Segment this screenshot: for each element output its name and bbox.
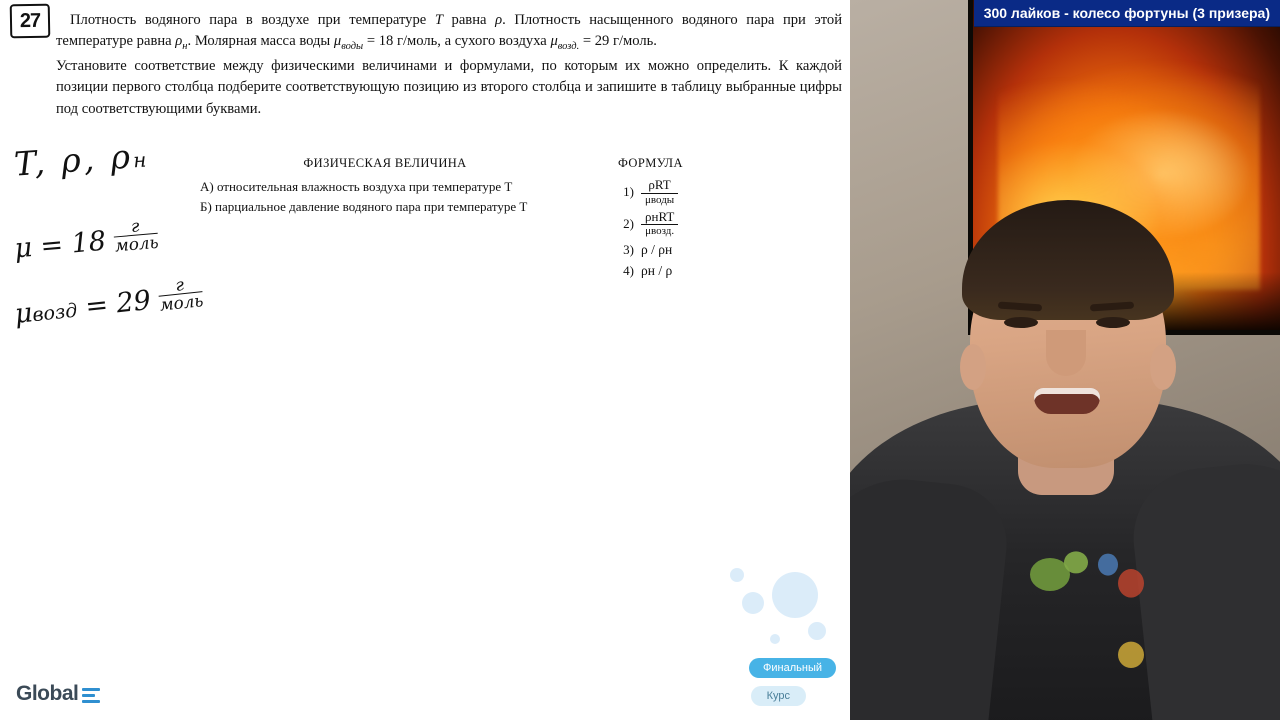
formula-text-3: ρ / ρн [641, 242, 673, 258]
presenter-figure [850, 160, 1280, 720]
formula-fraction-1 [641, 178, 678, 206]
formulas-column [612, 156, 772, 284]
bubble-icon [772, 572, 818, 618]
formula-fraction-2 [641, 210, 678, 238]
bubble-icon [730, 568, 744, 582]
bubble-icon [742, 592, 764, 614]
formula-denominator-2: μвозд. [641, 224, 678, 237]
print-blob-icon [1098, 554, 1118, 576]
presenter-mouth [1034, 388, 1100, 414]
task-number-badge: 27 [10, 4, 51, 39]
print-blob-icon [1064, 551, 1088, 573]
presenter-ear-left [960, 344, 986, 390]
formula-row-1 [612, 178, 772, 206]
statement-paragraph-2: Установите соответствие между физическими величинами и формулами, по которым их можно определить. К каждой позиции первого столбца подберите соответствующую позицию из второго столбца и запишите в таблицу выбранные цифры под соответствующими буквами. [56, 57, 842, 117]
bubble-icon [770, 634, 780, 644]
problem-statement [56, 10, 842, 121]
quantities-column-header: ФИЗИЧЕСКАЯ ВЕЛИЧИНА [303, 156, 467, 170]
presenter-webcam [850, 0, 1280, 720]
formula-index-4: 4) [623, 263, 634, 279]
print-blob-icon [1118, 642, 1144, 668]
global-logo [16, 682, 100, 706]
quantities-column [200, 156, 570, 217]
t-shirt-print [968, 551, 1178, 696]
statement-paragraph-1: Плотность водяного пара в воздухе при температуре T равна ρ. Плотность насыщенного водяного пара при этой температуре равна $\rho_н$. Молярная масса воды $\mu_{воды} = 18$ г/моль, а сухого воздуха $\mu_{возд.} = 29$ г/моль. [56, 12, 843, 53]
handwriting-molar-mass-water: μ = 18 $\frac{г}{\text{моль}}$ [13, 215, 160, 265]
bubble-icon [808, 622, 826, 640]
formula-index-3: 3) [623, 242, 634, 258]
formula-row-2 [612, 210, 772, 238]
watermark-pill-course: Курс [751, 686, 806, 706]
presenter-hair [962, 200, 1174, 320]
formula-numerator-2: ρнRT [645, 208, 675, 224]
presenter-eye-left [1004, 317, 1038, 328]
presenter-nose [1046, 330, 1086, 376]
handwriting-variables: T, ρ, ρн [12, 136, 151, 184]
logo-text: Global [16, 682, 79, 705]
presenter-ear-right [1150, 344, 1176, 390]
formula-index-2: 2) [623, 215, 634, 231]
formula-index-1: 1) [623, 183, 634, 199]
formula-denominator-1: μводы [641, 193, 678, 206]
presenter-eye-right [1096, 317, 1130, 328]
logo-bars-icon [82, 688, 100, 704]
watermark-pill-final: Финальный [749, 658, 836, 678]
formula-row-3 [612, 242, 772, 259]
formula-row-4 [612, 263, 772, 280]
handwriting-molar-mass-air: μвозд = 29 $\frac{г}{\text{моль}}$ [13, 274, 205, 331]
quantity-item-a: А) относительная влажность воздуха при температуре T [200, 179, 513, 194]
print-blob-icon [1118, 569, 1144, 598]
formula-numerator-1: ρRT [648, 177, 671, 192]
promo-banner: 300 лайков - колесо фортуны (3 призера) [974, 0, 1280, 27]
quantity-item-b: Б) парциальное давление водяного пара при температуре T [200, 198, 528, 214]
formulas-column-header: ФОРМУЛА [618, 156, 683, 170]
formula-text-4: ρн / ρ [641, 263, 673, 279]
